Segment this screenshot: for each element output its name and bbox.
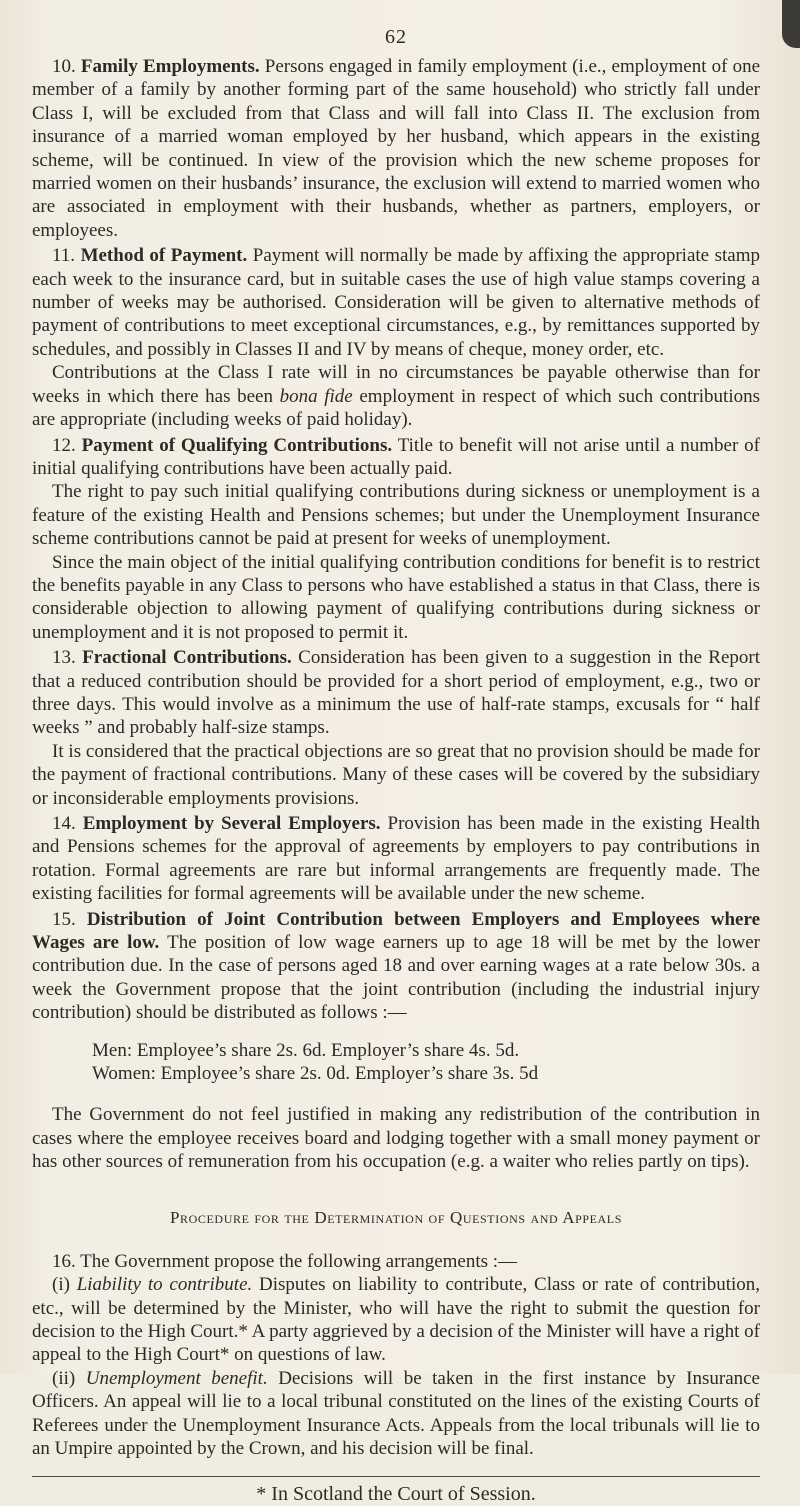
rate-line-women: Women: Employee’s share 2s. 0d. Employer’s share 3s. 5d <box>92 1063 539 1085</box>
paragraph-16 <box>32 1250 760 1273</box>
paragraph-16-item-ii <box>32 1367 760 1461</box>
paragraph-12-cont-1: The right to pay such initial qualifying contributions during sickness or unemployment is a feature of the existing Health and Pensions schemes; but under the Unemployment Insurance scheme contributions cannot be paid at present for weeks of unemployment. <box>32 481 760 550</box>
section-heading: Distribution of Joint Contribution between Employers and Employees where Wages are low. <box>32 908 760 954</box>
paragraph-text: The Government propose the following arrangements :— <box>80 1250 518 1272</box>
paragraph-text: Decisions will be taken in the first instance by Insurance Officers. An appeal will lie to a local tribunal constituted on the lines of the existing Courts of Referees under the Unemployment Insurance Acts. Appeals from the local tribunals will lie to an Umpire appointed by the Crown, and his decision will be final. <box>32 1367 760 1459</box>
section-heading: Method of Payment. <box>80 245 248 267</box>
footnote: * In Scotland the Court of Session. <box>256 1483 536 1506</box>
footnote-divider <box>32 1476 760 1477</box>
italic-phrase: bona fide <box>279 385 353 407</box>
paragraph-10 <box>32 55 760 242</box>
item-label: (i) <box>52 1274 77 1296</box>
paragraph-text: Persons engaged in family employment (i.e., employment of one member of a family by another forming part of the same household) who strictly fall under Class I, will be excluded from that Class and will fall into Class II. The exclusion from insurance of a married woman employed by her husband, which appears in the existing scheme, will be continued. In view of the provision which the new scheme proposes for married women on their husbands’ insurance, the exclusion will extend to married women who are associated in employment with their husbands, whether as partners, employers, or employees. <box>32 56 761 241</box>
page-corner-shadow <box>782 0 800 48</box>
section-title-procedure: Procedure for the Determination of Questions and Appeals <box>169 1207 623 1227</box>
section-number: 12. <box>52 434 76 456</box>
paragraph-12-cont-2: Since the main object of the initial qualifying contribution conditions for benefit is to restrict the benefits payable in any Class to persons who have established a status in that Class, there is considerable objection to allowing payment of qualifying contributions during sickness or unemployment and it is not proposed to permit it. <box>32 551 760 643</box>
paragraph-11 <box>32 244 760 361</box>
paragraph-text: Provision has been made in the existing Health and Pensions schemes for the approval of agreements by employers to pay contributions in rotation. Formal agreements are rare but informal arrangements are frequently made. The existing facilities for formal agreements will be available under the new scheme. <box>32 813 761 905</box>
paragraph-13 <box>32 646 760 740</box>
section-heading: Family Employments. <box>80 56 260 77</box>
paragraph-text: Disputes on liability to contribute, Class or rate of contribution, etc., will be determined by the Minister, who will have the right to submit the question for decision to the High Court.* A party aggrieved by a decision of the Minister will have a right of appeal to the High Court* on questions of law. <box>32 1274 760 1366</box>
section-heading: Employment by Several Employers. <box>82 813 381 834</box>
paragraph-15 <box>32 908 760 1025</box>
paragraph-11-cont <box>32 361 760 431</box>
paragraph-text: employment in respect of which such contributions are appropriate (including weeks of paid holiday). <box>32 385 761 431</box>
paragraph-15-cont: The Government do not feel justified in making any redistribution of the contribution in cases where the employee receives board and lodging together with a small money payment or has other sources of remuneration from his occupation (e.g. a waiter who relies partly on tips). <box>32 1104 760 1173</box>
section-number: 15. <box>52 908 76 930</box>
section-number: 14. <box>52 813 76 834</box>
paragraph-14 <box>32 812 760 906</box>
paragraph-13-cont: It is considered that the practical objections are so great that no provision should be made for the payment of fractional contributions. Many of these cases will be covered by the subsidiary or inconsiderable employments provisions. <box>32 740 760 809</box>
section-number: 13. <box>52 647 76 669</box>
paragraph-text: Contributions at the Class I rate will in no circumstances be payable otherwise than for weeks in which there has been <box>32 362 760 407</box>
paragraph-12 <box>32 434 760 481</box>
paragraph-text: Payment will normally be made by affixing the appropriate stamp each week to the insurance card, but in suitable cases the use of high value stamps covering a number of weeks may be authorised. Consideration will be given to alternative methods of payment of contributions to meet exceptional circumstances, e.g., by remittances supported by schedules, and possibly in Classes II and IV by means of cheque, money order, etc. <box>32 245 760 360</box>
paragraph-text: Consideration has been given to a suggestion in the Report that a reduced contribution should be provided for a short period of employment, e.g., two or three days. This would involve as a minimum the use of half-rate stamps, excusals for “ half weeks ” and probably half-size stamps. <box>32 647 760 739</box>
rate-line-men: Men: Employee’s share 2s. 6d. Employer’s share 4s. 5d. <box>92 1039 520 1061</box>
paragraph-text: The position of low wage earners up to age 18 will be met by the lower contribution due. In the case of persons aged 18 and over earning wages at a rate below 30s. a week the Government propose that the joint contribution (including the industrial injury contribution) should be distributed as follows :— <box>32 932 760 1024</box>
item-label: (ii) <box>52 1367 86 1389</box>
section-heading: Fractional Contributions. <box>82 647 292 669</box>
paragraph-16-item-i <box>32 1273 760 1367</box>
section-number: 16. <box>52 1250 76 1272</box>
section-number: 11. <box>52 245 76 267</box>
page-number: 62 <box>385 26 407 48</box>
section-number: 10. <box>52 56 76 77</box>
contribution-rates <box>92 1039 760 1086</box>
item-title: Liability to contribute. <box>76 1274 253 1296</box>
item-title: Unemployment benefit. <box>85 1367 268 1389</box>
paragraph-text: Title to benefit will not arise until a number of initial qualifying contributions have been actually paid. <box>32 434 761 479</box>
section-heading: Payment of Qualifying Contributions. <box>81 434 393 456</box>
